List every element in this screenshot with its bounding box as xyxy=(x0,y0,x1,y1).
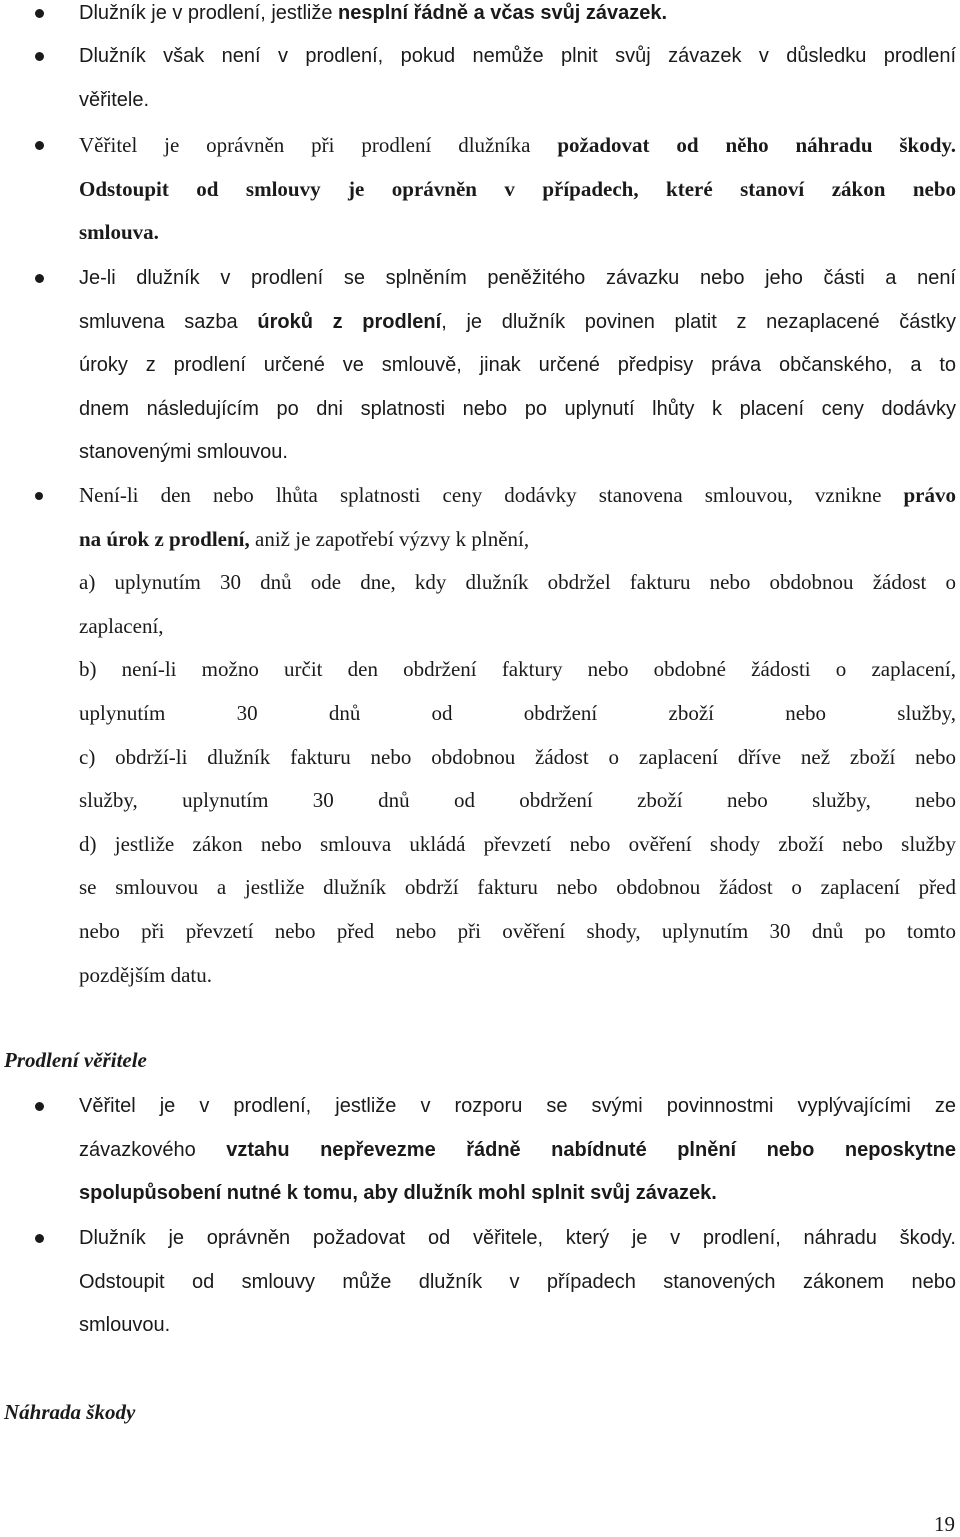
text-line: zaplacení, xyxy=(79,613,164,638)
text-line: dnem následujícím po dni splatnosti nebo po uplynutí lhůty k placení ceny dodávky xyxy=(79,397,956,420)
text-line: Dlužník však není v prodlení, pokud nemůže plnit svůj závazek v důsledku prodlení xyxy=(79,45,956,67)
list-item-monetary-default xyxy=(79,257,956,475)
text-line: Dlužník je v prodlení, jestliže nesplní řádně a včas svůj závazek. xyxy=(79,2,668,24)
text-line: nebo při převzetí nebo před nebo při ověření shody, uplynutím 30 dnů po tomto xyxy=(79,918,956,943)
text-line: stanovenými smlouvou. xyxy=(79,441,288,464)
list-item-not-in-default xyxy=(79,35,956,122)
text-line: a) uplynutím 30 dnů ode dne, kdy dlužník obdržel fakturu nebo obdobnou žádost o xyxy=(79,570,956,595)
list-item-debtor-damages xyxy=(79,1217,956,1348)
text-line: smluvena sazba úroků z prodlení, je dlužník povinen platit z nezaplacené částky xyxy=(79,310,956,333)
text-line: Věřitel je oprávněn při prodlení dlužníka požadovat od něho náhradu škody. xyxy=(79,133,956,157)
bullet-icon xyxy=(35,1102,44,1111)
text-line: Je-li dlužník v prodlení se splněním peněžitého závazku nebo jeho části a není xyxy=(79,267,956,289)
text-line: d) jestliže zákon nebo smlouva ukládá převzetí nebo ověření shody zboží nebo služby xyxy=(79,831,956,856)
bullet-icon xyxy=(35,492,43,500)
list-item-interest-right xyxy=(79,474,956,997)
list-item-debtor-default xyxy=(79,0,956,36)
text-line: Odstoupit od smlouvy je oprávněn v případech, které stanoví zákon nebo xyxy=(79,176,956,201)
bullet-icon xyxy=(35,141,44,150)
bullet-icon xyxy=(35,1234,44,1243)
list-item-creditor-in-default xyxy=(79,1085,956,1216)
text-line: pozdějším datu. xyxy=(79,962,212,987)
text-line: věřitele. xyxy=(79,88,150,111)
text-line: Dlužník je oprávněn požadovat od věřitele, který je v prodlení, náhradu škody. xyxy=(79,1227,956,1249)
text-line: Odstoupit od smlouvy může dlužník v případech stanovených zákonem nebo xyxy=(79,1270,956,1293)
text-line: smlouva. xyxy=(79,220,159,245)
bullet-icon xyxy=(35,52,44,61)
bullet-icon xyxy=(35,274,44,283)
section-heading-damages: Náhrada škody xyxy=(4,1400,136,1424)
page-number: 19 xyxy=(934,1512,955,1536)
text-line: se smlouvou a jestliže dlužník obdrží fakturu nebo obdobnou žádost o zaplacení před xyxy=(79,875,956,900)
section-heading-creditor-default: Prodlení věřitele xyxy=(4,1048,147,1072)
text-line: závazkového vztahu nepřevezme řádně nabídnuté plnění nebo neposkytne xyxy=(79,1138,957,1161)
text-line: uplynutím 30 dnů od obdržení zboží nebo služby, xyxy=(79,700,956,725)
text-line: smlouvou. xyxy=(79,1314,171,1337)
text-line: spolupůsobení nutné k tomu, aby dlužník mohl splnit svůj závazek. xyxy=(79,1182,717,1205)
text-line: b) není-li možno určit den obdržení faktury nebo obdobné žádosti o zaplacení, xyxy=(79,657,956,682)
text-line: úroky z prodlení určené ve smlouvě, jinak určené předpisy práva občanského, a to xyxy=(79,354,956,377)
text-line: na úrok z prodlení, aniž je zapotřebí výzvy k plnění, xyxy=(79,526,530,551)
text-line: Věřitel je v prodlení, jestliže v rozporu se svými povinnostmi vyplývajícími ze xyxy=(79,1095,956,1117)
text-line: c) obdrží-li dlužník fakturu nebo obdobnou žádost o zaplacení dříve než zboží nebo xyxy=(79,744,956,769)
text-line: Není-li den nebo lhůta splatnosti ceny dodávky stanovena smlouvou, vznikne právo xyxy=(79,483,956,507)
text-line: služby, uplynutím 30 dnů od obdržení zboží nebo služby, nebo xyxy=(79,788,956,813)
bullet-icon xyxy=(35,9,44,18)
list-item-creditor-damages xyxy=(79,124,956,255)
